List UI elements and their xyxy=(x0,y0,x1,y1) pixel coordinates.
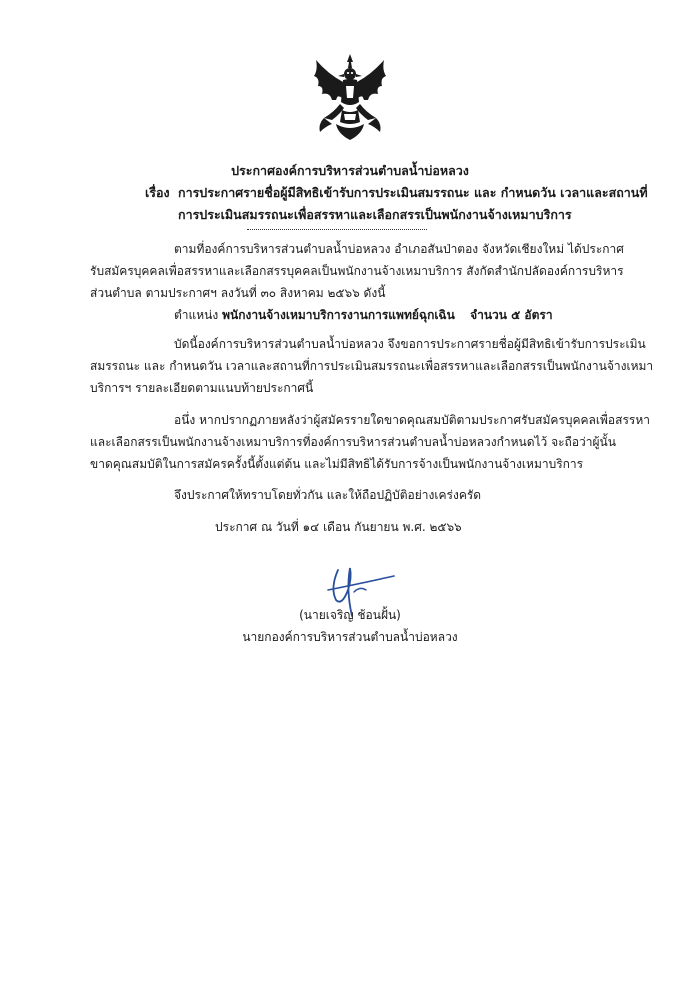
paragraph-3-line-1: อนึ่ง หากปรากฏภายหลังว่าผู้สมัครรายใดขาดคุณสมบัติตามประกาศรับสมัครบุคคลเพื่อสรรหา xyxy=(174,413,650,427)
paragraph-3-line-2: และเลือกสรรเป็นพนักงานจ้างเหมาบริการที่องค์การบริหารส่วนตำบลน้ำบ่อหลวงกำหนดไว้ จะถือว่าผู้นั้น xyxy=(90,435,616,449)
position-count: จำนวน ๕ อัตรา xyxy=(470,308,553,322)
paragraph-2-line-3: บริการฯ รายละเอียดตามแนบท้ายประกาศนี้ xyxy=(90,381,314,395)
paragraph-1-line-3: ส่วนตำบล ตามประกาศฯ ลงวันที่ ๓๐ สิงหาคม ๒๕๖๖ ดังนี้ xyxy=(90,286,386,300)
announcement-title: ประกาศองค์การบริหารส่วนตำบลน้ำบ่อหลวง xyxy=(231,163,469,178)
paragraph-1-line-1: ตามที่องค์การบริหารส่วนตำบลน้ำบ่อหลวง อำเภอสันป่าตอง จังหวัดเชียงใหม่ ได้ประกาศ xyxy=(174,242,624,256)
paragraph-3-line-3: ขาดคุณสมบัติในการสมัครครั้งนี้ตั้งแต่ต้น และไม่มีสิทธิได้รับการจ้างเป็นพนักงานจ้างเหมาบริการ xyxy=(90,457,584,471)
closing-statement: จึงประกาศให้ทราบโดยทั่วกัน และให้ถือปฏิบัติอย่างเคร่งครัด xyxy=(174,488,482,502)
signatory-title: นายกองค์การบริหารส่วนตำบลน้ำบ่อหลวง xyxy=(242,630,458,644)
paragraph-1-line-2: รับสมัครบุคคลเพื่อสรรหาและเลือกสรรบุคคลเป็นพนักงานจ้างเหมาบริการ สังกัดสำนักปลัดองค์การบริหาร xyxy=(90,264,624,278)
paragraph-2-line-1: บัดนี้องค์การบริหารส่วนตำบลน้ำบ่อหลวง จึงขอการประกาศรายชื่อผู้มีสิทธิเข้ารับการประเมิน xyxy=(174,337,646,351)
paragraph-2-line-2: สมรรถนะ และ กำหนดวัน เวลาและสถานที่การประเมินสมรรถนะเพื่อสรรหาและเลือกสรรเป็นพนักงานจ้างเหมา xyxy=(90,359,654,373)
position-prefix: ตำแหน่ง xyxy=(174,308,219,322)
announcement-date: ประกาศ ณ วันที่ ๑๔ เดือน กันยายน พ.ศ. ๒๕๖๖ xyxy=(215,520,462,534)
garuda-emblem-icon xyxy=(310,52,390,142)
subject-label: เรื่อง xyxy=(145,185,170,200)
subject-line-2: การประเมินสมรรถนะเพื่อสรรหาและเลือกสรรเป็นพนักงานจ้างเหมาบริการ xyxy=(178,207,572,222)
signatory-name: (นายเจริญ ช้อนฝั้น) xyxy=(299,608,401,622)
position-name: พนักงานจ้างเหมาบริการงานการแพทย์ฉุกเฉิน xyxy=(222,308,455,322)
position-line xyxy=(174,307,553,323)
subject-line-1: การประกาศรายชื่อผู้มีสิทธิเข้ารับการประเมินสมรรถนะ และ กำหนดวัน เวลาและสถานที่ xyxy=(178,185,648,200)
divider xyxy=(247,229,427,230)
